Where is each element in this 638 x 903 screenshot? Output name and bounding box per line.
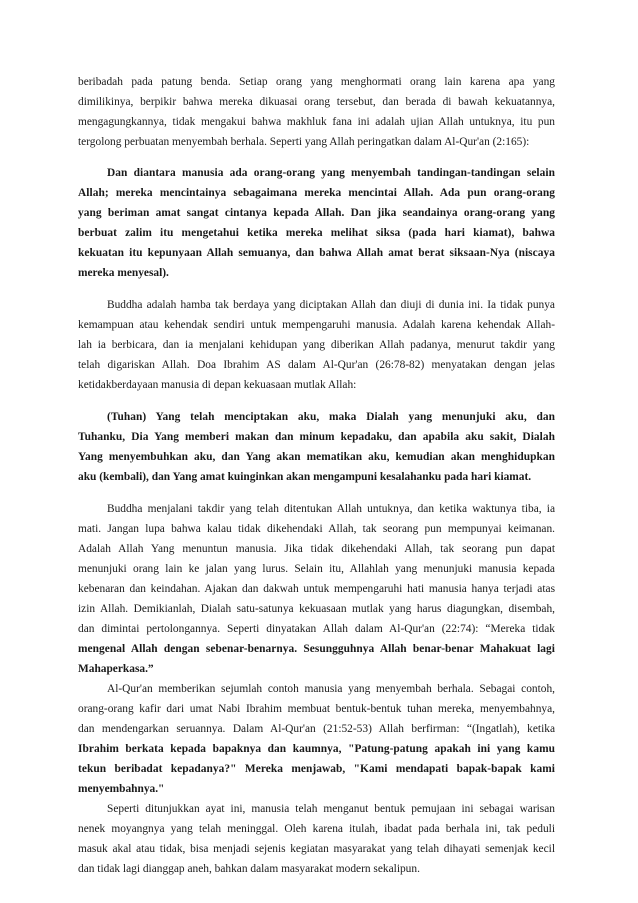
paragraph-line: dan mendengarkan seruannya. Dalam Al-Qur'an (21:52-53) Allah berfirman: “(Ingatlah), ketika [78, 723, 555, 735]
paragraph-line: dan tidak lagi dianggap aneh, bahkan dalam masyarakat modern sekalipun. [78, 863, 420, 875]
paragraph-line: izin Allah. Demikianlah, Dialah satu-satunya kekuasaan mutlak yang harus diagungkan, disembah, [78, 603, 555, 615]
paragraph-line: dimilikinya, berpikir bahwa mereka dikuasai orang tersebut, dan berada di bawah kekuatannya, [78, 96, 555, 108]
quote-line: yang beriman amat sangat cintanya kepada Allah. Dan jika seandainya orang-orang yang [78, 207, 555, 219]
paragraph-line: mati. Jangan lupa bahwa kalau tidak dikehendaki Allah, tak seorang pun mempunyai keimanan. [78, 523, 555, 535]
quote-line: Tuhanku, Dia Yang memberi makan dan minum kepadaku, dan apabila aku sakit, Dialah [78, 431, 555, 443]
quote-line: (Tuhan) Yang telah menciptakan aku, maka Dialah yang menunjuki aku, dan [107, 411, 555, 423]
paragraph-line: mengagungkannya, tidak mengakui bahwa makhluk fana ini adalah ujian Allah untuknya, itu pun [78, 116, 555, 128]
quote-line: Dan diantara manusia ada orang-orang yang menyembah tandingan-tandingan selain [107, 167, 555, 179]
paragraph-line: lah ia berbicara, dan ia menjalani kehidupan yang diberikan Allah padanya, menurut takdir yang [78, 339, 555, 351]
paragraph-line: Adalah Allah Yang menuntun manusia. Jika tidak dikehendaki Allah, tak seorang pun dapat [78, 543, 555, 555]
quote-line: kekuatan itu kepunyaan Allah semuanya, dan bahwa Allah amat berat siksaan-Nya (niscaya [78, 247, 555, 259]
paragraph-line: orang-orang kafir dari umat Nabi Ibrahim membuat bentuk-bentuk tuhan mereka, menyembahnya, [78, 703, 555, 715]
paragraph-line: Buddha menjalani takdir yang telah ditentukan Allah untuknya, dan ketika waktunya tiba, ia [107, 503, 555, 515]
paragraph-line: tergolong perbuatan menyembah berhala. Seperti yang Allah peringatkan dalam Al-Qur'an (2:165): [78, 136, 530, 148]
paragraph-line: Al-Qur'an memberikan sejumlah contoh manusia yang menyembah berhala. Sebagai contoh, [107, 683, 555, 695]
paragraph-line: ketidakberdayaan manusia di depan kekuasaan mutlak Allah: [78, 379, 357, 391]
paragraph-line: kebenaran dan keindahan. Ajakan dan dakwah untuk mempengaruhi hati manusia hanya terjadi atas [78, 583, 555, 595]
quote-line: tekun beribadat kepadanya?" Mereka menjawab, "Kami mendapati bapak-bapak kami [78, 763, 555, 775]
quote-line: menyembahnya." [78, 783, 165, 795]
paragraph-line: Buddha adalah hamba tak berdaya yang diciptakan Allah dan diuji di dunia ini. Ia tidak punya [107, 299, 555, 311]
paragraph-line: kemampuan atau kehendak sendiri untuk mempengaruhi manusia. Adalah karena kehendak Allah- [78, 319, 555, 331]
quote-line: mereka menyesal). [78, 267, 169, 279]
quote-line: Mahaperkasa.” [78, 663, 154, 675]
quote-line: berbuat zalim itu mengetahui ketika mereka melihat siksa (pada hari kiamat), bahwa [78, 227, 555, 239]
quote-line: Yang menyembuhkan aku, dan Yang akan mematikan aku, kemudian akan menghidupkan [78, 451, 555, 463]
quote-line: mengenal Allah dengan sebenar-benarnya. Sesungguhnya Allah benar-benar Mahakuat lagi [78, 643, 555, 655]
paragraph-line: dan dimintai pertolongannya. Seperti dinyatakan Allah dalam Al-Qur'an (22:74): “Mereka tidak [78, 623, 555, 635]
quote-line: Allah; mereka mencintainya sebagaimana mereka mencintai Allah. Ada pun orang-orang [78, 187, 555, 199]
paragraph-line: telah digariskan Allah. Doa Ibrahim AS dalam Al-Qur'an (26:78-82) menyatakan dengan jelas [78, 359, 555, 371]
quote-line: Ibrahim berkata kepada bapaknya dan kaumnya, "Patung-patung apakah ini yang kamu [78, 743, 555, 755]
paragraph-line: beribadah pada patung benda. Setiap orang yang menghormati orang lain karena apa yang [78, 76, 555, 88]
paragraph-line: masuk akal atau tidak, bisa menjadi sejenis kegiatan masyarakat yang telah dihayati semenjak kecil [78, 843, 555, 855]
paragraph-line: menunjuki orang lain ke jalan yang lurus. Selain itu, Allahlah yang menunjuki manusia kepada [78, 563, 555, 575]
paragraph-line: Seperti ditunjukkan ayat ini, manusia telah menganut bentuk pemujaan ini sebagai warisan [107, 803, 555, 815]
quote-line: aku (kembali), dan Yang amat kuinginkan akan mengampuni kesalahanku pada hari kiamat. [78, 471, 532, 483]
paragraph-line: nenek moyangnya yang telah meninggal. Oleh karena itulah, ibadat pada berhala ini, tak peduli [78, 823, 555, 835]
